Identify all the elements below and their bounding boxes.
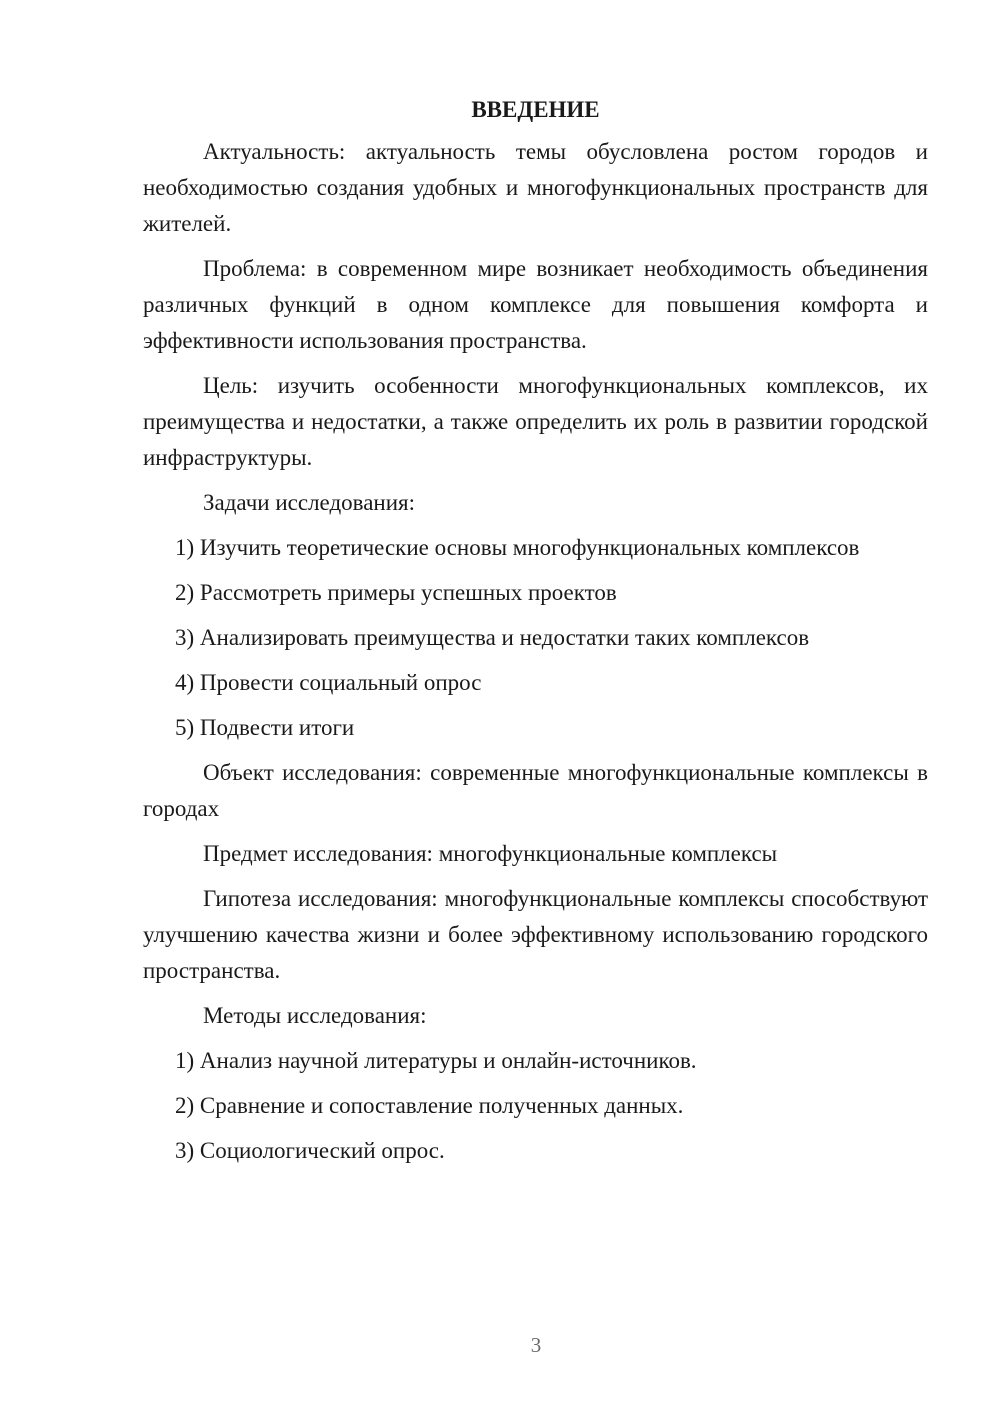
section-heading: ВВЕДЕНИЕ	[471, 97, 600, 122]
list-item: 2) Сравнение и сопоставление полученных данных.	[175, 1093, 684, 1118]
tasks-list	[143, 530, 928, 746]
document-body	[143, 92, 928, 1178]
problem-paragraph: Проблема: в современном мире возникает необходимость объединения различных функций в одном комплексе для повышения комфорта и эффективности использования пространства.	[143, 256, 928, 353]
list-item: 2) Рассмотреть примеры успешных проектов	[175, 580, 617, 605]
page-number-text: 3	[530, 1333, 542, 1357]
list-item: 3) Анализировать преимущества и недостатки таких комплексов	[175, 625, 810, 650]
object-paragraph: Объект исследования: современные многофункциональные комплексы в городах	[143, 760, 928, 821]
methods-title: Методы исследования:	[203, 1003, 427, 1028]
relevance-paragraph: Актуальность: актуальность темы обусловлена ростом городов и необходимостью создания удобных и многофункциональных пространств для жителей.	[143, 139, 928, 236]
list-item: 1) Анализ научной литературы и онлайн-источников.	[175, 1048, 697, 1073]
list-item: 1) Изучить теоретические основы многофункциональных комплексов	[175, 535, 860, 560]
methods-list	[143, 1043, 928, 1169]
list-item: 3) Социологический опрос.	[175, 1138, 445, 1163]
list-item: 5) Подвести итоги	[175, 715, 355, 740]
list-item: 4) Провести социальный опрос	[175, 670, 482, 695]
goal-paragraph: Цель: изучить особенности многофункциональных комплексов, их преимущества и недостатки, а также определить их роль в развитии городской инфраструктуры.	[143, 373, 928, 470]
page-number	[0, 1333, 1000, 1358]
subject-paragraph: Предмет исследования: многофункциональные комплексы	[203, 841, 778, 866]
hypothesis-paragraph: Гипотеза исследования: многофункциональные комплексы способствуют улучшению качества жизни и более эффективному использованию городского пространства.	[143, 886, 928, 983]
tasks-title: Задачи исследования:	[203, 490, 416, 515]
